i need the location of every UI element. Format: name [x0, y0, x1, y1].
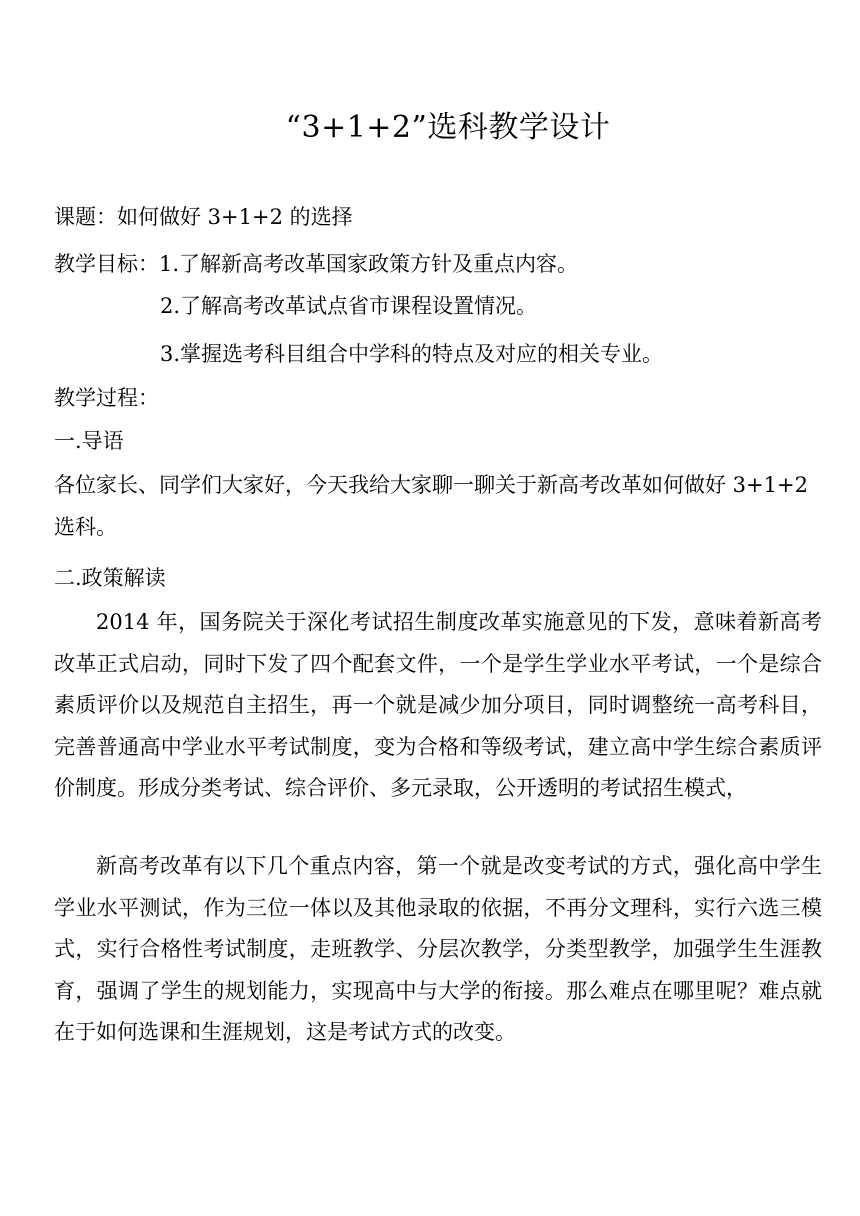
- section-1-heading: 一.导语: [54, 429, 124, 453]
- topic-line: 课题：如何做好 3+1+2 的选择: [54, 205, 353, 229]
- teaching-goal-2: 2.了解高考改革试点省市课程设置情况。: [160, 294, 538, 318]
- teaching-goals-line: 教学目标：1.了解新高考改革国家政策方针及重点内容。: [54, 252, 579, 276]
- policy-paragraph-1: 2014 年，国务院关于深化考试招生制度改革实施意见的下发，意味着新高考改革正式启动，同时下发了四个配套文件，一个是学生学业水平考试，一个是综合素质评价以及规范自主招生，再一个就是减少加分项目，同时调整统一高考科目，完善普通高中学业水平考试制度，变为合格和等级考试，建立高中学生综合素质评价制度。形成分类考试、综合评价、多元录取，公开透明的考试招生模式，: [54, 610, 822, 800]
- section-2-heading: 二.政策解读: [54, 566, 166, 590]
- teaching-goal-3: 3.掌握选考科目组合中学科的特点及对应的相关专业。: [160, 342, 664, 366]
- intro-paragraph: 各位家长、同学们大家好，今天我给大家聊一聊关于新高考改革如何做好 3+1+2 选科。: [54, 473, 808, 539]
- document-title: “3+1+2”选科教学设计: [285, 110, 611, 145]
- teaching-process-label: 教学过程：: [54, 386, 159, 410]
- policy-paragraph-2: 新高考改革有以下几个重点内容，第一个就是改变考试的方式，强化高中学生学业水平测试，作为三位一体以及其他录取的依据，不再分文理科，实行六选三模式，实行合格性考试制度，走班教学、分层次教学，分类型教学，加强学生生涯教育，强调了学生的规划能力，实现高中与大学的衔接。那么难点在哪里呢？难点就在于如何选课和生涯规划，这是考试方式的改变。: [54, 854, 822, 1044]
